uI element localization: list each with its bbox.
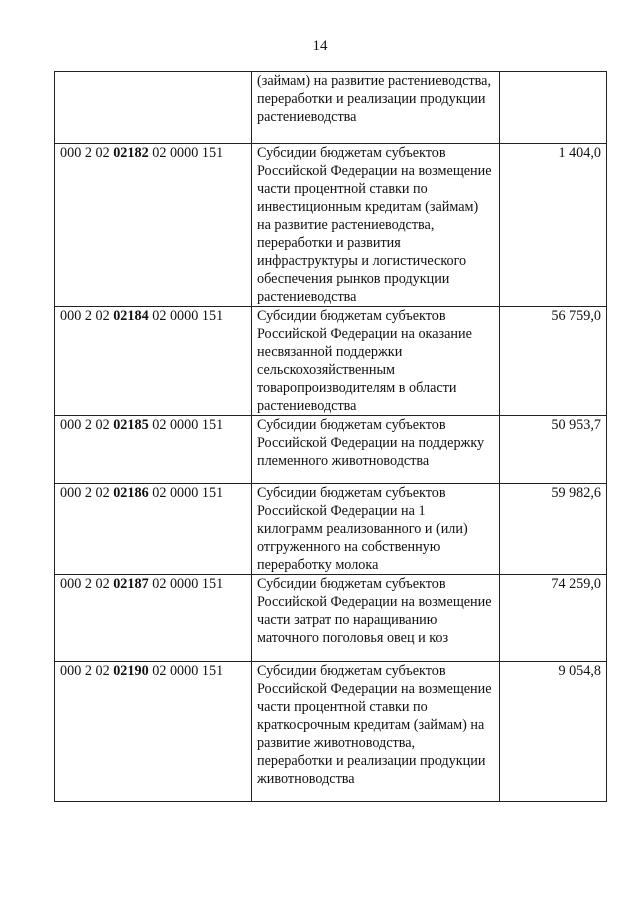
amount-cell: 56 759,0 [500,307,607,416]
amount-cell: 1 404,0 [500,144,607,307]
amount-cell [500,72,607,144]
code-suffix: 02 0000 151 [148,417,224,433]
code-prefix: 000 2 02 [60,145,114,161]
description-cell: Субсидии бюджетам субъектов Российской Федерации на возмещение части процентной ставки по инвестиционным кредитам (займам) на развитие растениеводства, переработки и развития инфраструктуры и логистического обеспечения рынков продукции растениеводства [252,144,500,307]
table-row [55,484,607,575]
code-group: 02184 [113,308,149,324]
description-cell: Субсидии бюджетам субъектов Российской Федерации на возмещение части процентной ставки по краткосрочным кредитам (займам) на развитие животноводства, переработки и реализации продукции животноводства [252,662,500,802]
description-cell: (займам) на развитие растениеводства, переработки и реализации продукции растениеводства [252,72,500,144]
page-number: 14 [312,38,328,54]
budget-table [54,71,607,802]
code-group: 02190 [113,663,149,679]
code-suffix: 02 0000 151 [148,485,224,501]
code-suffix: 02 0000 151 [148,663,224,679]
description-cell: Субсидии бюджетам субъектов Российской Федерации на возмещение части затрат по наращиванию маточного поголовья овец и коз [252,575,500,662]
code-suffix: 02 0000 151 [148,576,224,592]
table-row [55,307,607,416]
code-suffix: 02 0000 151 [148,145,224,161]
budget-code-cell [55,484,252,575]
table-row [55,575,607,662]
budget-code-cell [55,662,252,802]
budget-code-cell [55,72,252,144]
code-suffix: 02 0000 151 [148,308,224,324]
code-group: 02182 [113,145,149,161]
budget-code-cell [55,416,252,484]
amount-cell: 74 259,0 [500,575,607,662]
amount-cell: 50 953,7 [500,416,607,484]
code-prefix: 000 2 02 [60,485,114,501]
table-row [55,662,607,802]
code-prefix: 000 2 02 [60,663,114,679]
table-row [55,416,607,484]
budget-code-cell [55,307,252,416]
code-prefix: 000 2 02 [60,308,114,324]
code-group: 02186 [113,485,149,501]
amount-cell: 9 054,8 [500,662,607,802]
code-prefix: 000 2 02 [60,417,114,433]
budget-code-cell [55,144,252,307]
amount-cell: 59 982,6 [500,484,607,575]
budget-code-cell [55,575,252,662]
table-row [55,144,607,307]
table-row [55,72,607,144]
description-cell: Субсидии бюджетам субъектов Российской Федерации на поддержку племенного животноводства [252,416,500,484]
code-prefix: 000 2 02 [60,576,114,592]
description-cell: Субсидии бюджетам субъектов Российской Федерации на оказание несвязанной поддержки сельскохозяйственным товаропроизводителям в области растениеводства [252,307,500,416]
description-cell: Субсидии бюджетам субъектов Российской Федерации на 1 килограмм реализованного и (или) отгруженного на собственную переработку молока [252,484,500,575]
code-group: 02187 [113,576,149,592]
code-group: 02185 [113,417,149,433]
